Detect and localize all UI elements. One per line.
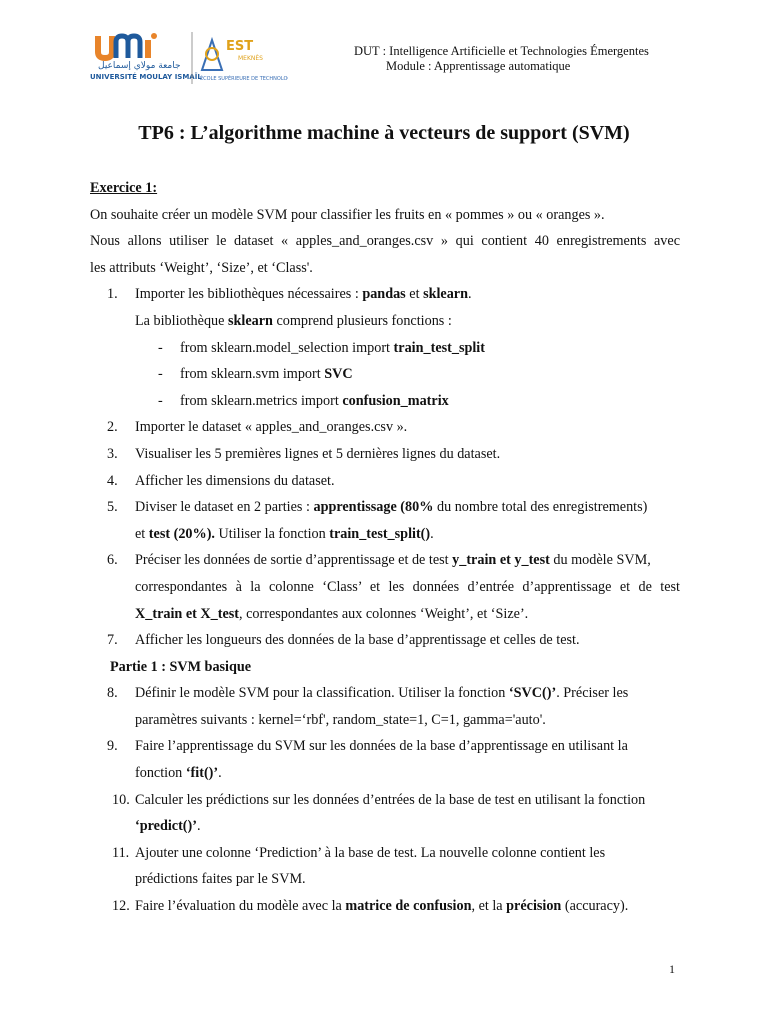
umi-name-text: UNIVERSITÉ MOULAY ISMAÏL bbox=[90, 73, 202, 81]
list-item-6-continued-1: correspondantes à la colonne ‘Class’ et les données d’entrée d’apprentissage et de test bbox=[135, 578, 680, 595]
est-city-text: MEKNÈS bbox=[238, 55, 263, 62]
list-item-10-continued: ‘predict()’. bbox=[135, 818, 201, 835]
list-number: 1. bbox=[107, 286, 118, 303]
list-item-8-continued: paramètres suivants : kernel=‘rbf', random_state=1, C=1, gamma='auto'. bbox=[135, 711, 546, 728]
list-item-6-continued-2: X_train et X_test, correspondantes aux colonnes ‘Weight’, et ‘Size’. bbox=[135, 605, 529, 622]
umi-arabic-text: جامعة مولاي إسماعيل bbox=[98, 61, 181, 71]
list-item-2: 2. Importer le dataset « apples_and_oranges.csv ». bbox=[107, 419, 408, 436]
intro-line-3: les attributs ‘Weight’, ‘Size’, et ‘Class'. bbox=[90, 259, 313, 276]
umi-logo-icon bbox=[88, 28, 288, 86]
page-title: TP6 : L’algorithme machine à vecteurs de support (SVM) bbox=[138, 122, 630, 144]
list-item-7: 7. Afficher les longueurs des données de la base d’apprentissage et celles de test. bbox=[107, 632, 580, 649]
header-course-info bbox=[330, 44, 750, 74]
list-item-5-continued: et test (20%). Utiliser la fonction train_test_split(). bbox=[135, 525, 434, 542]
list-item-10: 10. Calculer les prédictions sur les données d’entrées de la base de test en utilisant la fonction bbox=[112, 791, 646, 808]
header-logos bbox=[88, 28, 288, 86]
page-number: 1 bbox=[669, 962, 675, 976]
header-module: Module : Apprentissage automatique bbox=[386, 59, 571, 73]
est-sub-text: ÉCOLE SUPÉRIEURE DE TECHNOLOGIE bbox=[200, 76, 288, 82]
intro-line-1: On souhaite créer un modèle SVM pour classifier les fruits en « pommes » ou « oranges ». bbox=[90, 206, 605, 223]
list-item-1-subtext: La bibliothèque sklearn comprend plusieurs fonctions : bbox=[135, 312, 452, 329]
part-heading: Partie 1 : SVM basique bbox=[110, 658, 252, 675]
list-item-9: 9. Faire l’apprentissage du SVM sur les données de la base d’apprentissage en utilisant la bbox=[107, 738, 628, 755]
list-item-3: 3. Visualiser les 5 premières lignes et 5 dernières lignes du dataset. bbox=[107, 445, 501, 462]
intro-line-2: Nous allons utiliser le dataset « apples_and_oranges.csv » qui contient 40 enregistrements avec bbox=[90, 233, 680, 250]
list-item-11: 11. Ajouter une colonne ‘Prediction’ à la base de test. La nouvelle colonne contient les bbox=[112, 844, 606, 861]
exercise-body bbox=[90, 175, 680, 920]
list-item-4: 4. Afficher les dimensions du dataset. bbox=[107, 472, 335, 489]
est-logo-text: EST bbox=[226, 39, 254, 54]
dash-item-3: - from sklearn.metrics import confusion_matrix bbox=[158, 392, 449, 409]
list-item-5: 5. Diviser le dataset en 2 parties : apprentissage (80% du nombre total des enregistrements) bbox=[107, 499, 648, 516]
list-item-6: 6. Préciser les données de sortie d’apprentissage et de test y_train et y_test du modèle SVM, bbox=[107, 552, 651, 569]
header-program: DUT : Intelligence Artificielle et Technologies Émergentes bbox=[354, 44, 649, 58]
list-item-8: 8. Définir le modèle SVM pour la classification. Utiliser la fonction ‘SVC()’. Préciser les bbox=[107, 685, 629, 702]
dash-item-1: - from sklearn.model_selection import train_test_split bbox=[158, 339, 485, 356]
est-logo-icon bbox=[200, 39, 288, 82]
list-item-9-continued: fonction ‘fit()’. bbox=[135, 765, 222, 782]
list-item-12: 12. Faire l’évaluation du modèle avec la matrice de confusion, et la précision (accuracy). bbox=[112, 898, 629, 915]
exercise-heading: Exercice 1: bbox=[90, 180, 158, 196]
list-item-1: 1. Importer les bibliothèques nécessaires : pandas et sklearn. bbox=[90, 281, 680, 308]
list-item-11-continued: prédictions faites par le SVM. bbox=[135, 871, 306, 888]
dash-item-2: - from sklearn.svm import SVC bbox=[158, 366, 353, 383]
